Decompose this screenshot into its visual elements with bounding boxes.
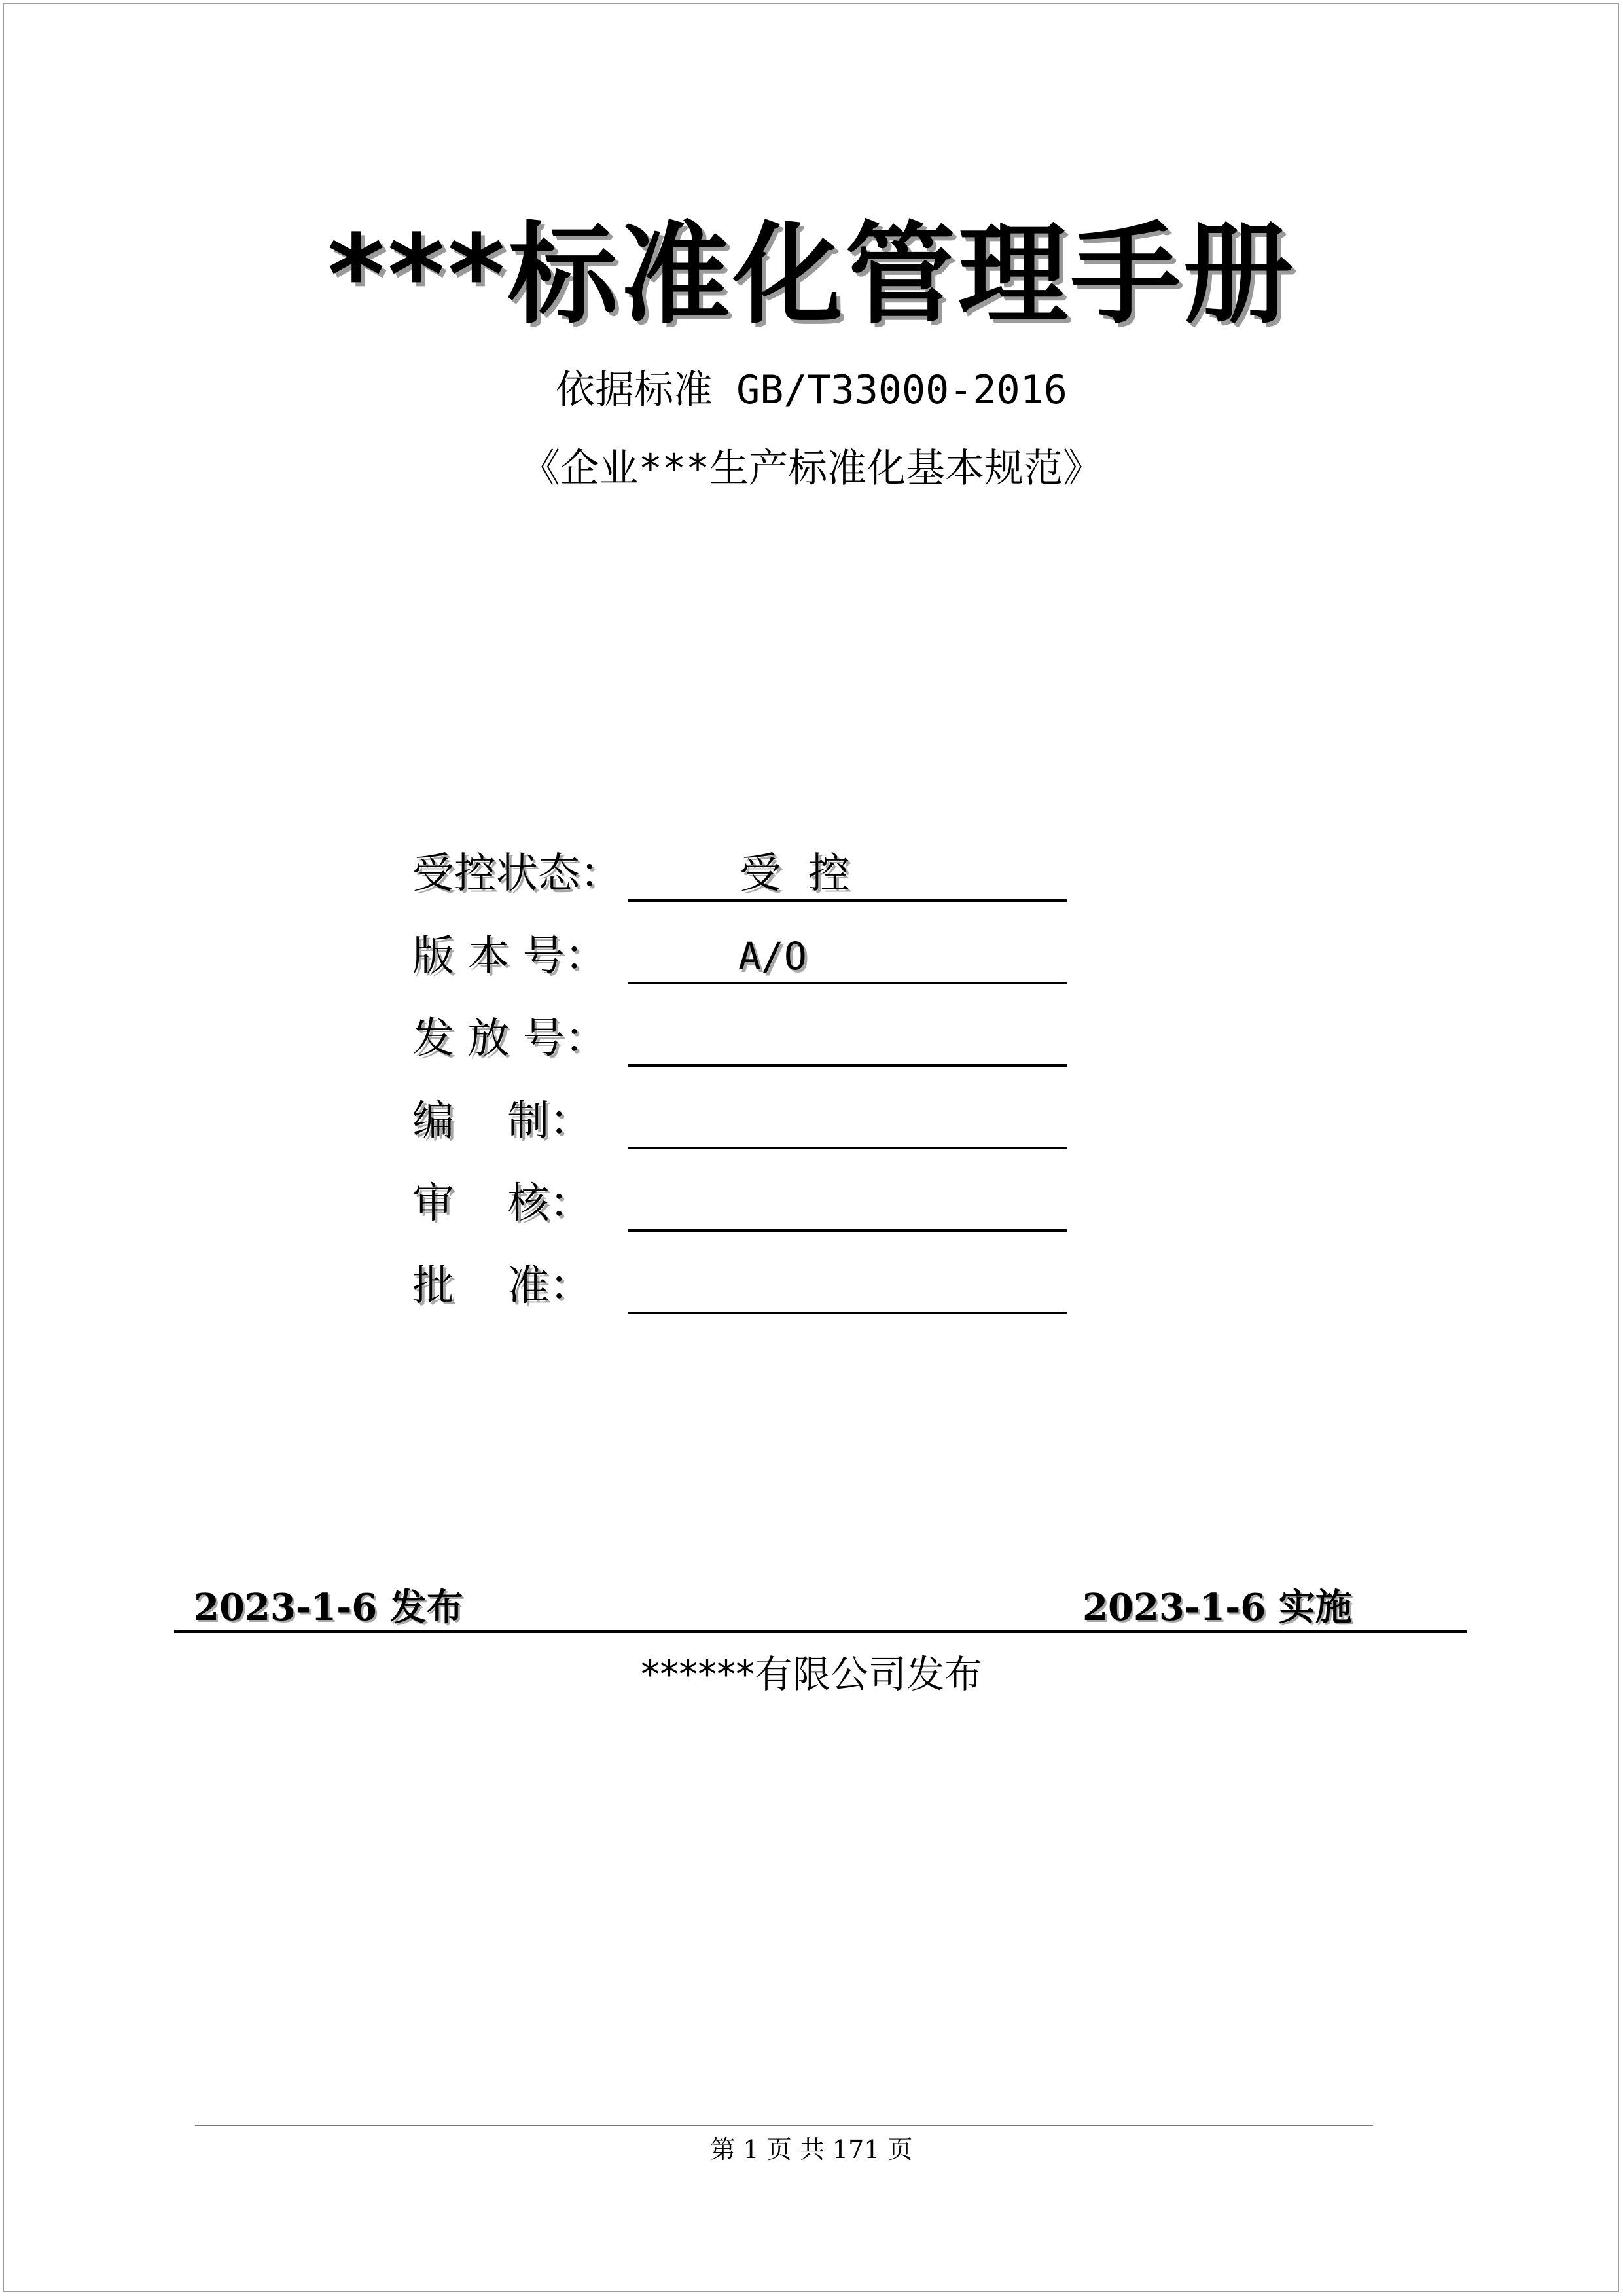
standard-name: 《企业***生产标准化基本规范》 <box>520 446 1103 492</box>
field-prepared-by <box>412 1092 1073 1157</box>
field-underline <box>628 1174 1067 1232</box>
standard-reference: 依据标准 GB/T33000-2016 <box>556 367 1067 413</box>
field-label: 批 准： <box>412 1262 592 1310</box>
field-underline <box>628 1257 1067 1314</box>
field-label: 受控状态： <box>412 850 622 898</box>
field-label: 审 核： <box>412 1179 592 1228</box>
field-value: A/O <box>738 934 807 978</box>
field-label: 版 本 号： <box>412 932 607 980</box>
field-label: 编 制： <box>412 1097 592 1145</box>
field-control-status <box>412 844 1073 910</box>
field-underline <box>628 1092 1067 1149</box>
field-underline <box>628 927 1067 984</box>
publish-date: 2023-1-6 发布 <box>194 1586 463 1629</box>
field-distribution-number <box>412 1009 1073 1075</box>
publisher: ******有限公司发布 <box>640 1652 982 1696</box>
field-reviewed-by <box>412 1174 1073 1240</box>
date-divider <box>174 1630 1467 1633</box>
page-number: 第 1 页 共 171 页 <box>710 2135 913 2164</box>
implement-date: 2023-1-6 实施 <box>1082 1586 1352 1629</box>
field-label: 发 放 号： <box>412 1014 607 1063</box>
field-underline <box>628 1009 1067 1067</box>
footer-divider <box>195 2125 1373 2126</box>
field-approved-by <box>412 1257 1073 1322</box>
field-version <box>412 927 1073 992</box>
document-title: ***标准化管理手册 <box>327 211 1296 339</box>
field-value: 受 控 <box>740 850 850 898</box>
